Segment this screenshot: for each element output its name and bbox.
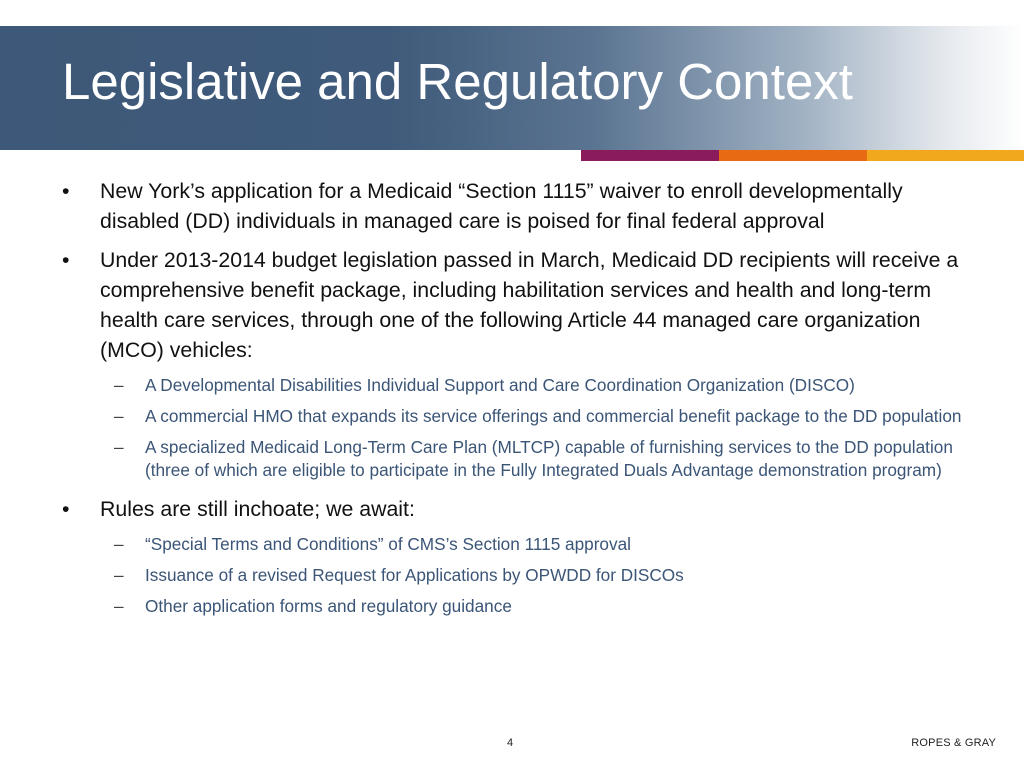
bullet-text: Under 2013-2014 budget legislation passed in March, Medicaid DD recipients will receive a comprehensive benefit package, including habilitation services and health and long-term health care services, through one of the following Article 44 managed care organization (MCO) vehicles: (100, 248, 959, 362)
bullet-text: New York’s application for a Medicaid “Section 1115” waiver to enroll developmentally disabled (DD) individuals in managed care is poised for final federal approval (100, 179, 903, 233)
bullet-marker: • (62, 248, 70, 272)
sub-bullet-text: Issuance of a revised Request for Applications by OPWDD for DISCOs (145, 565, 684, 585)
slide-title: Legislative and Regulatory Context (62, 53, 853, 110)
sub-bullet-marker: – (114, 406, 124, 426)
sub-bullet-item (62, 405, 962, 428)
sub-bullet-item (62, 533, 962, 556)
bullet-marker: • (62, 497, 70, 521)
sub-bullet-text: Other application forms and regulatory guidance (145, 596, 512, 616)
bullet-item (62, 494, 962, 524)
sub-bullet-text: A specialized Medicaid Long-Term Care Plan (MLTCP) capable of furnishing services to the DD population (three of which are eligible to participate in the Fully Integrated Duals Advantage demonstration program) (145, 437, 953, 480)
sub-bullet-text: A Developmental Disabilities Individual Support and Care Coordination Organization (DISCO) (145, 375, 855, 395)
sub-bullet-marker: – (114, 596, 124, 616)
sub-bullet-item (62, 374, 962, 397)
accent-strip-gold (867, 150, 1024, 161)
accent-strip-plum (581, 150, 719, 161)
bullet-text: Rules are still inchoate; we await: (100, 497, 415, 521)
sub-bullet-item (62, 436, 962, 482)
sub-bullet-marker: – (114, 534, 124, 554)
page-number: 4 (507, 737, 514, 749)
sub-bullet-item (62, 595, 962, 618)
bullet-item (62, 245, 962, 365)
sub-bullet-text: A commercial HMO that expands its service offerings and commercial benefit package to the DD population (145, 406, 962, 426)
sub-bullet-marker: – (114, 375, 124, 395)
bullet-marker: • (62, 179, 70, 203)
brand-label: ROPES & GRAY (911, 737, 996, 749)
sub-bullet-text: “Special Terms and Conditions” of CMS’s Section 1115 approval (145, 534, 631, 554)
bullet-item (62, 176, 962, 236)
sub-bullet-item (62, 564, 962, 587)
accent-strip-orange (719, 150, 867, 161)
sub-bullet-marker: – (114, 437, 124, 457)
slide-body (62, 176, 962, 626)
sub-bullet-marker: – (114, 565, 124, 585)
